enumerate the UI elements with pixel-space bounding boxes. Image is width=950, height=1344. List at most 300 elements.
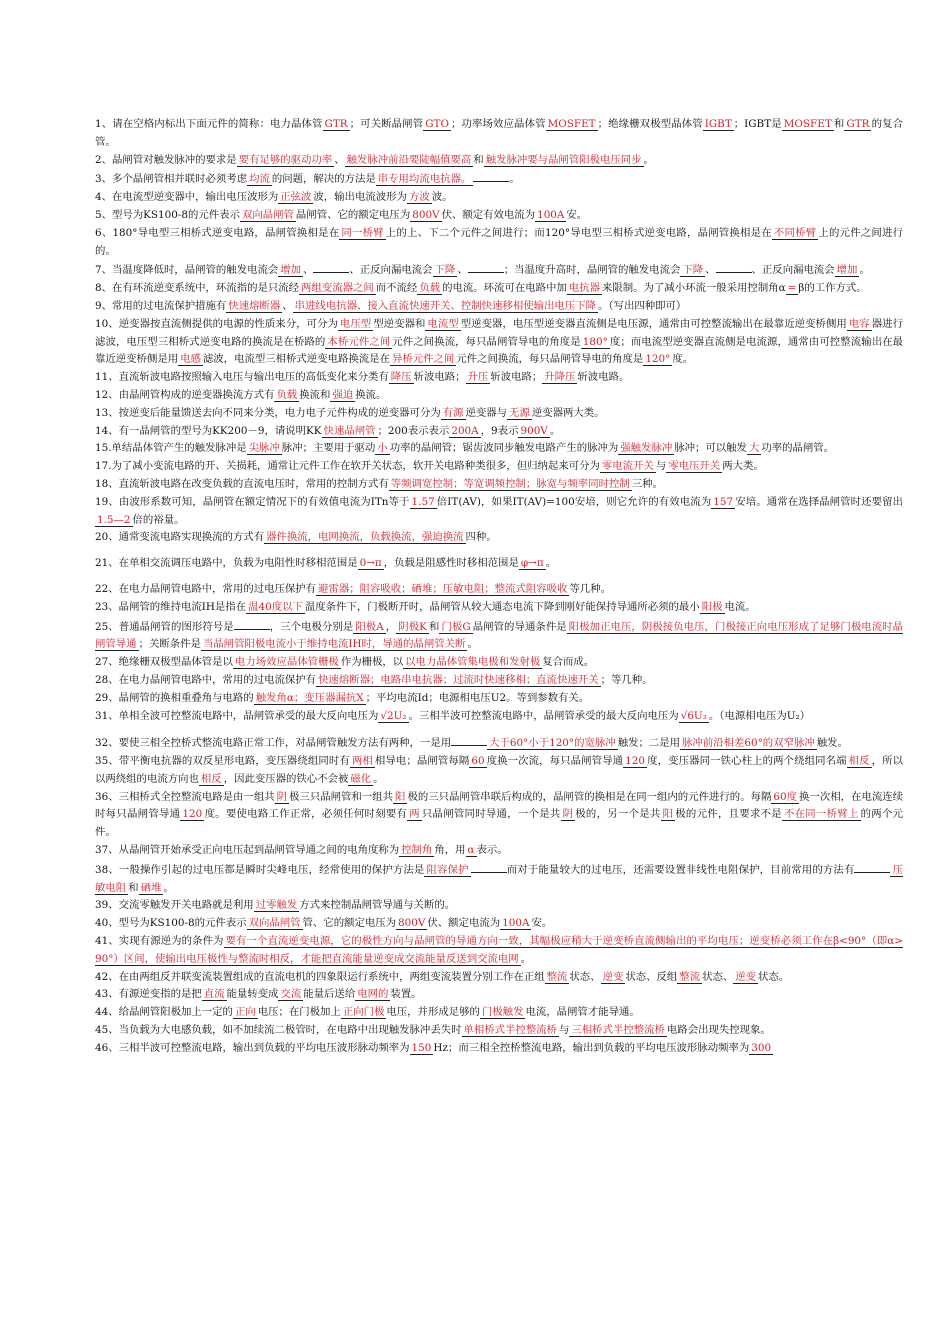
answer-text: 过零触发: [255, 899, 298, 912]
answer-text: 整流: [679, 970, 701, 983]
question-text: 。（电源相电压为U₂）: [708, 709, 811, 722]
answer-text: 串进线电抗器、接入直流快速开关、控制快速移相使输出电压下降: [294, 299, 596, 312]
question-text: 脉冲；可以触发: [674, 442, 747, 455]
question-text: 15.单结晶体管产生的触发脉冲是: [95, 442, 247, 455]
question-text: 上的元件之间进行的。: [95, 226, 904, 257]
question-text: ；当温度升高时，晶闸管的触发电流会: [503, 264, 681, 277]
question-text: 31、单相全波可控整流电路中，晶闸管承受的最大反向电压为: [95, 709, 379, 722]
question-text: 和: [428, 620, 440, 633]
question-text: 。三相半波可控整流电路中，晶闸管承受的最大反向电压为: [408, 709, 679, 722]
answer-text: =: [787, 282, 797, 295]
question-text: 37、从晶闸管开始承受正向电压起到晶闸管导通之间的电角度称为: [95, 844, 400, 857]
question-text: 电流，晶闸管才能导通。: [525, 1006, 640, 1019]
question-text: 43、有源逆变指的是把: [95, 988, 202, 1001]
question-text: 电流。: [724, 600, 756, 613]
question-item: [95, 369, 903, 387]
question-item: [95, 1040, 903, 1058]
answer-text: 尖脉冲: [248, 442, 280, 455]
answer-text: 零电压开关: [668, 460, 721, 473]
question-text: 角，用: [434, 844, 466, 857]
question-text: 四种。: [465, 531, 497, 544]
question-text: 而不流经: [375, 282, 418, 295]
question-text: 10、逆变器按直流侧提供的电源的性质来分，可分为: [95, 317, 338, 330]
question-text: ，因此变压器的铁心不会被: [223, 772, 349, 785]
answer-text: 大: [748, 442, 760, 455]
answer-text: 电网的: [357, 988, 389, 1001]
question-text: ，三个电极分别是: [269, 620, 354, 633]
answer-text: 阳极A: [355, 620, 384, 633]
question-text: 器进行滤波，电压型三相桥式逆变电路的换流是在桥路的: [95, 317, 904, 348]
answer-text: 60度: [773, 790, 798, 803]
answer-text: 压敏电阻: [95, 863, 904, 894]
answer-text: √6U₂: [680, 709, 707, 722]
question-text: ，如果I: [480, 495, 517, 508]
answer-text: 100A: [537, 208, 565, 221]
question-text: 9、常用的过电流保护措施有: [95, 299, 227, 312]
answer-text: 门极G: [441, 620, 471, 633]
question-item: [95, 969, 903, 987]
question-item: [95, 897, 903, 915]
question-text: 44、给晶闸管阳极加上一定的: [95, 1006, 233, 1019]
question-text: 逆变器与: [465, 406, 508, 419]
question-text: 与: [655, 460, 667, 473]
question-text: ，9表示: [480, 424, 519, 437]
answer-text: √2U₂: [380, 709, 407, 722]
question-text: 换一次相，在电流连续时每只晶闸管导通: [95, 790, 904, 821]
question-text: 两大类。: [722, 460, 764, 473]
answer-text: 两相: [351, 755, 373, 768]
answer-text: 双向晶闸管: [241, 208, 294, 221]
question-text: 等于: [388, 495, 410, 508]
question-text: 电压，并形成足够的: [386, 1006, 480, 1019]
answer-text: MOSFET: [783, 118, 832, 130]
question-text: ；功率场效应晶体管: [450, 118, 546, 130]
question-text: 、: [457, 264, 468, 277]
question-item: [95, 654, 903, 672]
question-text: β的工作方式。: [798, 282, 867, 295]
question-text: ；绝缘栅双极型晶体管: [597, 118, 703, 130]
answer-blank: [471, 860, 507, 873]
answer-text: 触发脉冲前沿要陡幅值要高: [346, 153, 472, 166]
answer-text: 900V: [520, 424, 548, 437]
answer-text: 升压: [467, 371, 489, 384]
answer-text: 零电流开关: [601, 460, 654, 473]
question-text: 、正反向漏电流会: [349, 264, 433, 277]
question-text: 与: [559, 1024, 570, 1037]
question-item: [95, 189, 903, 207]
answer-text: 阳: [662, 808, 674, 821]
question-text: 型逆变器，电压型逆变器直流侧是电压源，通常由可控整流输出在最靠近逆变桥侧用: [460, 317, 847, 330]
question-text: 、: [303, 264, 314, 277]
answer-text: MOSFET: [547, 118, 596, 130]
answer-text: α: [467, 844, 475, 857]
answer-text: 120: [182, 808, 203, 821]
question-text: T(AV): [516, 495, 547, 508]
answer-blank: [468, 260, 504, 273]
answer-blank: [234, 617, 270, 630]
question-text: 45、当负载为大电感负载，如不加续流二极管时，在电路中出现触发脉冲丢失时: [95, 1024, 462, 1037]
question-item: [95, 116, 903, 152]
answer-text: 电力场效应晶体管栅极: [234, 656, 339, 669]
answer-text: 180°: [582, 335, 608, 348]
question-text: 。: [520, 952, 532, 965]
question-text: 能量后送给: [303, 988, 356, 1001]
answer-text: 脉冲前沿相差60°的双窄脉冲: [682, 737, 815, 750]
question-item: [95, 458, 903, 476]
question-text: ；可关断晶闸管: [349, 118, 424, 130]
question-item: [95, 672, 903, 690]
question-text: 29、晶闸管的换相重叠角与电路的: [95, 691, 254, 704]
question-text: 管、它的额定电压为: [302, 917, 397, 930]
question-text: 22、在电力晶闸管电路中，常用的过电压保护有: [95, 582, 317, 595]
question-item: [95, 555, 903, 573]
answer-text: 本桥元件之间: [327, 335, 391, 348]
answer-text: 下降: [434, 264, 456, 277]
question-text: 3、多个晶闸管相并联时必须考虑: [95, 173, 248, 186]
answer-text: 电容: [848, 317, 870, 330]
question-text: 斩波电路；: [413, 371, 466, 384]
question-text: 。（写出四种即可）: [597, 299, 687, 312]
question-text: 。: [163, 881, 174, 894]
question-text: 逆变器两大类。: [531, 406, 605, 419]
question-text: ，所以以两绕组的电流方向也: [95, 755, 904, 785]
answer-text: 两组变流器之间: [301, 282, 374, 295]
question-item: [95, 860, 903, 898]
question-item: [95, 152, 903, 170]
answer-text: 电压型: [339, 317, 372, 330]
answer-blank: [854, 860, 890, 873]
question-text: 换流。: [355, 388, 387, 401]
answer-text: 逆变: [602, 970, 624, 983]
question-text: 38、一般操作引起的过电压都是瞬时尖峰电压，经常使用的保护方法是: [95, 863, 425, 876]
answer-text: 阻容保护: [426, 863, 469, 876]
answer-text: 避雷器；阻容吸收；硒堆；压敏电阻；整流式阻容吸收: [318, 582, 568, 595]
question-text: 等几种。: [569, 582, 611, 595]
question-text: 状态。: [758, 970, 790, 983]
question-text: 、: [334, 153, 345, 166]
answer-text: 有源: [442, 406, 464, 419]
question-item: [95, 753, 903, 789]
answer-text: 交流: [280, 988, 302, 1001]
question-text: d: [421, 691, 429, 704]
answer-text: 均流: [249, 173, 270, 186]
answer-text: 整流: [546, 970, 568, 983]
question-text: 7、当温度降低时，晶闸管的触发电流会: [95, 264, 279, 277]
question-text: ；平均电流I: [365, 691, 422, 704]
question-text: ；等几种。: [600, 673, 653, 686]
question-text: 型逆变器和: [373, 317, 426, 330]
answer-text: 要有一个直流逆变电源，它的极性方向与晶闸管的导通方向一致，其幅极应稍大于逆变桥直流侧输出的平均电压；逆变桥必须工作在β<90°（即α>90°）区间，使输出电压极性与整流时相反，才能把直流能量逆变成交流能量反送到交流电网: [95, 935, 903, 965]
question-text: 倍的裕量。: [132, 513, 185, 526]
question-text: 。: [643, 153, 654, 166]
answer-text: 阴: [562, 808, 574, 821]
answer-text: 等频调宽控制；等宽调频控制；脉宽与频率同时控制: [390, 477, 630, 490]
answer-text: 快速熔断器: [228, 299, 281, 312]
answer-text: 强触发脉冲: [620, 442, 673, 455]
answer-text: 不在同一桥臂上: [783, 808, 859, 821]
question-text: 。等到参数有关。: [506, 691, 590, 704]
answer-text: 300: [751, 1041, 772, 1054]
answer-text: 正向门极: [342, 1006, 385, 1019]
answer-text: 正向: [234, 1006, 256, 1019]
answer-text: 负载: [419, 282, 441, 295]
answer-text: 触发角α；变压器漏抗X: [255, 691, 364, 704]
question-text: 的两个元件。: [95, 808, 904, 839]
answer-text: 150: [411, 1041, 432, 1054]
question-text: =100安培，则它允许的有效电流为: [546, 495, 712, 508]
answer-text: GTO: [425, 118, 449, 130]
question-item: [95, 440, 903, 458]
question-item: [95, 581, 903, 599]
question-text: 2: [499, 691, 507, 704]
answer-text: 120: [625, 755, 646, 768]
question-text: 相导电；晶闸管每隔: [374, 755, 470, 768]
answer-text: 门极触发: [481, 1006, 524, 1019]
question-text: 36、三相桥式全控整流电路是由一组共: [95, 790, 275, 803]
answer-text: 正弦波: [280, 191, 312, 204]
question-text: 晶闸管、它的额定电压为: [295, 208, 411, 221]
answer-text: 120°: [645, 353, 671, 366]
question-text: 安。: [531, 917, 553, 930]
question-text: 极三只晶闸管和一组共: [289, 790, 394, 803]
answer-text: 降压: [390, 371, 412, 384]
question-text: 18、直流斩波电路在改变负载的直流电压时，常用的控制方式有: [95, 477, 389, 490]
answer-text: 1.5—2: [97, 513, 131, 526]
answer-text: 小: [377, 442, 388, 455]
question-text: 25、普通晶闸管的图形符号是: [95, 620, 234, 633]
question-text: 1、请在空格内标出下面元件的简称：电力晶体管: [95, 118, 323, 130]
question-item: [95, 733, 903, 753]
question-text: 39、交流零触发开关电路就是利用: [95, 899, 254, 912]
question-item: [95, 405, 903, 423]
question-text: 46、三相半波可控整流电路，输出到负载的平均电压波形脉动频率为: [95, 1041, 410, 1054]
question-text: 28、在电力晶闸管电路中，常用的过电流保护有: [95, 673, 317, 686]
question-text: 23、晶闸管的维持电流I: [95, 600, 206, 613]
question-text: 波。: [431, 191, 453, 204]
question-item: [95, 1022, 903, 1040]
question-text: 状态、: [702, 970, 734, 983]
question-item: [95, 1004, 903, 1022]
answer-text: 1.57: [411, 495, 435, 508]
question-text: 装置。: [390, 988, 422, 1001]
question-text: 度；而电流型逆变器直流侧是电流源，通常由可控整流输出在最靠近逆变桥侧是用: [95, 335, 904, 366]
question-text: 斩波电路；: [490, 371, 543, 384]
answer-text: 方波: [408, 191, 430, 204]
question-item: [95, 529, 903, 547]
answer-text: 800V: [412, 208, 440, 221]
question-text: 4、在电流型逆变器中，输出电压波形为: [95, 191, 279, 204]
question-item: [95, 316, 903, 369]
question-text: 来限制。为了减小环流一般采用控制角α: [601, 282, 786, 295]
answer-text: 阴: [276, 790, 288, 803]
answer-text: 0→π: [359, 557, 382, 570]
question-text: 。: [373, 772, 384, 785]
question-text: 电路会出现失控现象。: [666, 1024, 771, 1037]
question-text: Hz；而三相全控桥整流电路，输出到负载的平均电压波形脉动频率为: [433, 1041, 750, 1054]
answer-text: 增加: [836, 264, 858, 277]
question-text: 14、有一晶闸管的型号为KK200－9，请说明KK: [95, 424, 322, 437]
answer-text: 阳极: [701, 600, 723, 613]
answer-text: 当晶闸管阳极电流小于维持电流IH时，导通的晶闸管关断: [202, 638, 466, 651]
question-text: 能量转变成: [226, 988, 279, 1001]
answer-text: 60: [471, 755, 485, 768]
answer-text: 100A: [502, 917, 530, 930]
question-text: 触发；二是用: [617, 737, 681, 750]
answer-text: 磁化: [350, 772, 372, 785]
question-text: 6、180°导电型三相桥式逆变电路，晶闸管换相是在: [95, 226, 340, 239]
question-text: 、: [705, 264, 716, 277]
answer-text: 增加: [280, 264, 302, 277]
question-text: 13、按逆变后能量馈送去向不同来分类，电力电子元件构成的逆变器可分为: [95, 406, 441, 419]
answer-blank: [473, 169, 509, 182]
answer-text: 器件换流，电网换流，负载换流，强迫换流: [266, 531, 464, 544]
question-text: Tn: [374, 495, 389, 508]
answer-text: 直流: [203, 988, 225, 1001]
question-text: 三种。: [631, 477, 663, 490]
answer-text: 负载: [276, 388, 298, 401]
answer-text: 相反: [848, 755, 870, 768]
answer-text: 两: [409, 808, 420, 821]
answer-text: 电感: [180, 353, 201, 366]
question-text: T(AV): [451, 495, 481, 508]
question-item: [95, 599, 903, 617]
question-text: 和: [833, 118, 845, 130]
answer-text: GTR: [846, 118, 870, 130]
question-item: [95, 617, 903, 655]
question-text: 、正反向漏电流会: [751, 264, 835, 277]
question-text: 。: [509, 173, 520, 186]
question-text: ；200表示表示: [377, 424, 450, 437]
question-item: [95, 789, 903, 842]
answer-text: 电抗器: [568, 282, 600, 295]
question-item: [95, 169, 903, 189]
answer-text: 157: [713, 495, 734, 508]
question-text: 。: [859, 264, 870, 277]
answer-text: 控制角: [401, 844, 433, 857]
question-text: 度。: [672, 353, 694, 366]
question-text: 的复合管。: [95, 118, 904, 148]
question-text: H: [205, 600, 215, 613]
question-text: 度。要使电路工作正常，必须任何时刻要有: [204, 808, 408, 821]
question-text: 触发。: [816, 737, 848, 750]
question-item: [95, 280, 903, 298]
question-text: ；IGBT是: [733, 118, 782, 130]
answer-text: 无源: [509, 406, 530, 419]
question-text: 2、晶闸管对触发脉冲的要求是: [95, 153, 237, 166]
answer-text: 触发脉冲要与晶闸管阳极电压同步: [485, 153, 642, 166]
question-text: ；电源相电压U: [428, 691, 500, 704]
question-text: 而对于能量较大的过电压，还需要设置非线性电阻保护，目前常用的方法有: [506, 863, 855, 876]
question-item: [95, 494, 903, 530]
question-item: [95, 260, 903, 280]
answer-text: 不同桥臂: [773, 226, 817, 239]
answer-text: 阴极K: [398, 620, 427, 633]
question-item: [95, 842, 903, 860]
question-text: 42、在由两组反并联变流装置组成的直流电机的四象限运行系统中，两组变流装置分别工作在正组: [95, 970, 545, 983]
answer-text: 三相桥式半控整流桥: [571, 1024, 665, 1037]
answer-blank: [313, 260, 349, 273]
answer-text: 阳: [395, 790, 406, 803]
question-text: 度，变压器同一铁心柱上的两个绕组同名端: [647, 755, 847, 768]
answer-text: 逆变: [735, 970, 757, 983]
question-text: 。: [549, 424, 561, 437]
question-text: 伏、额定电流为: [427, 917, 501, 930]
question-text: 安培。通常在选择晶闸管时还要留出: [735, 495, 904, 508]
question-text: 脉冲；主要用于驱动: [281, 442, 376, 455]
answer-text: φ→π: [520, 557, 544, 570]
question-text: 的问题，解决的方法是: [271, 173, 376, 186]
answer-text: 快速晶闸管: [323, 424, 376, 437]
question-text: 作为栅极，以: [340, 656, 404, 669]
question-text: 12、由晶闸管构成的逆变器换流方式有: [95, 388, 275, 401]
answer-text: 双向晶闸管: [248, 917, 301, 930]
question-text: 。: [467, 638, 478, 651]
question-text: 极的元件，且要求不是: [675, 808, 782, 821]
answer-text: 强迫: [332, 388, 354, 401]
question-text: 40、型号为KS100-8的元件表示: [95, 917, 247, 930]
question-text: 状态、: [569, 970, 601, 983]
question-text: 度换一次流，每只晶闸管导通: [486, 755, 624, 768]
question-text: 电压；在门极加上: [257, 1006, 341, 1019]
answer-text: 单相桥式半控整流桥: [463, 1024, 558, 1037]
question-text: 20、通常变流电路实现换流的方式有: [95, 531, 265, 544]
answer-blank: [451, 733, 487, 746]
answer-blank: [716, 260, 752, 273]
question-item: [95, 387, 903, 405]
question-item: [95, 225, 903, 261]
answer-text: 下降: [682, 264, 704, 277]
question-text: 。: [545, 557, 557, 570]
question-item: [95, 476, 903, 494]
question-item: [95, 298, 903, 316]
question-text: 8、在有环流逆变系统中，环流指的是只流经: [95, 282, 300, 295]
question-text: 倍I: [436, 495, 452, 508]
answer-text: 升降压: [544, 371, 576, 384]
answer-text: 电流型: [427, 317, 459, 330]
answer-text: 异桥元件之间: [391, 353, 455, 366]
answer-text: 要有足够的驱动功率: [238, 153, 333, 166]
question-text: 功率的晶闸管；锯齿波同步触发电路产生的脉冲为: [389, 442, 619, 455]
question-text: 安。: [566, 208, 588, 221]
question-item: [95, 708, 903, 726]
question-text: 11、直流斩波电路按照输入电压与输出电压的高低变化来分类有: [95, 371, 389, 384]
question-item: [95, 933, 903, 969]
answer-text: 硒堆: [140, 881, 162, 894]
question-text: 5、型号为KS100-8的元件表示: [95, 208, 240, 221]
answer-text: 以电力晶体管集电极和发射极: [405, 656, 541, 669]
question-text: 复合而成。: [542, 656, 595, 669]
question-item: [95, 690, 903, 708]
question-text: ，负载是阻感性时移相范围是: [383, 557, 519, 570]
question-text: 17.为了减小变流电路的开、关损耗，通常让元件工作在软开关状态，软开关电路种类很多，但归纳起来可分为: [95, 460, 600, 473]
question-text: 换流和: [299, 388, 331, 401]
question-text: 是指在: [214, 600, 247, 613]
answer-text: 大于60°小于120°的宽脉冲: [489, 737, 616, 750]
question-text: 的电流。环流可在电路中加: [442, 282, 567, 295]
question-item: [95, 423, 903, 441]
answer-text: 相反: [200, 772, 222, 785]
answer-text: 同一桥臂: [341, 226, 384, 239]
question-text: 极的，另一个是共: [575, 808, 661, 821]
question-item: [95, 986, 903, 1004]
answer-text: 温40度以下: [248, 600, 303, 613]
answer-text: IGBT: [704, 118, 732, 130]
question-text: 伏、额定有效电流为: [441, 208, 536, 221]
document-page: [95, 116, 903, 1058]
question-text: 表示。: [476, 844, 508, 857]
answer-text: GTR: [324, 118, 348, 130]
question-item: [95, 915, 903, 933]
